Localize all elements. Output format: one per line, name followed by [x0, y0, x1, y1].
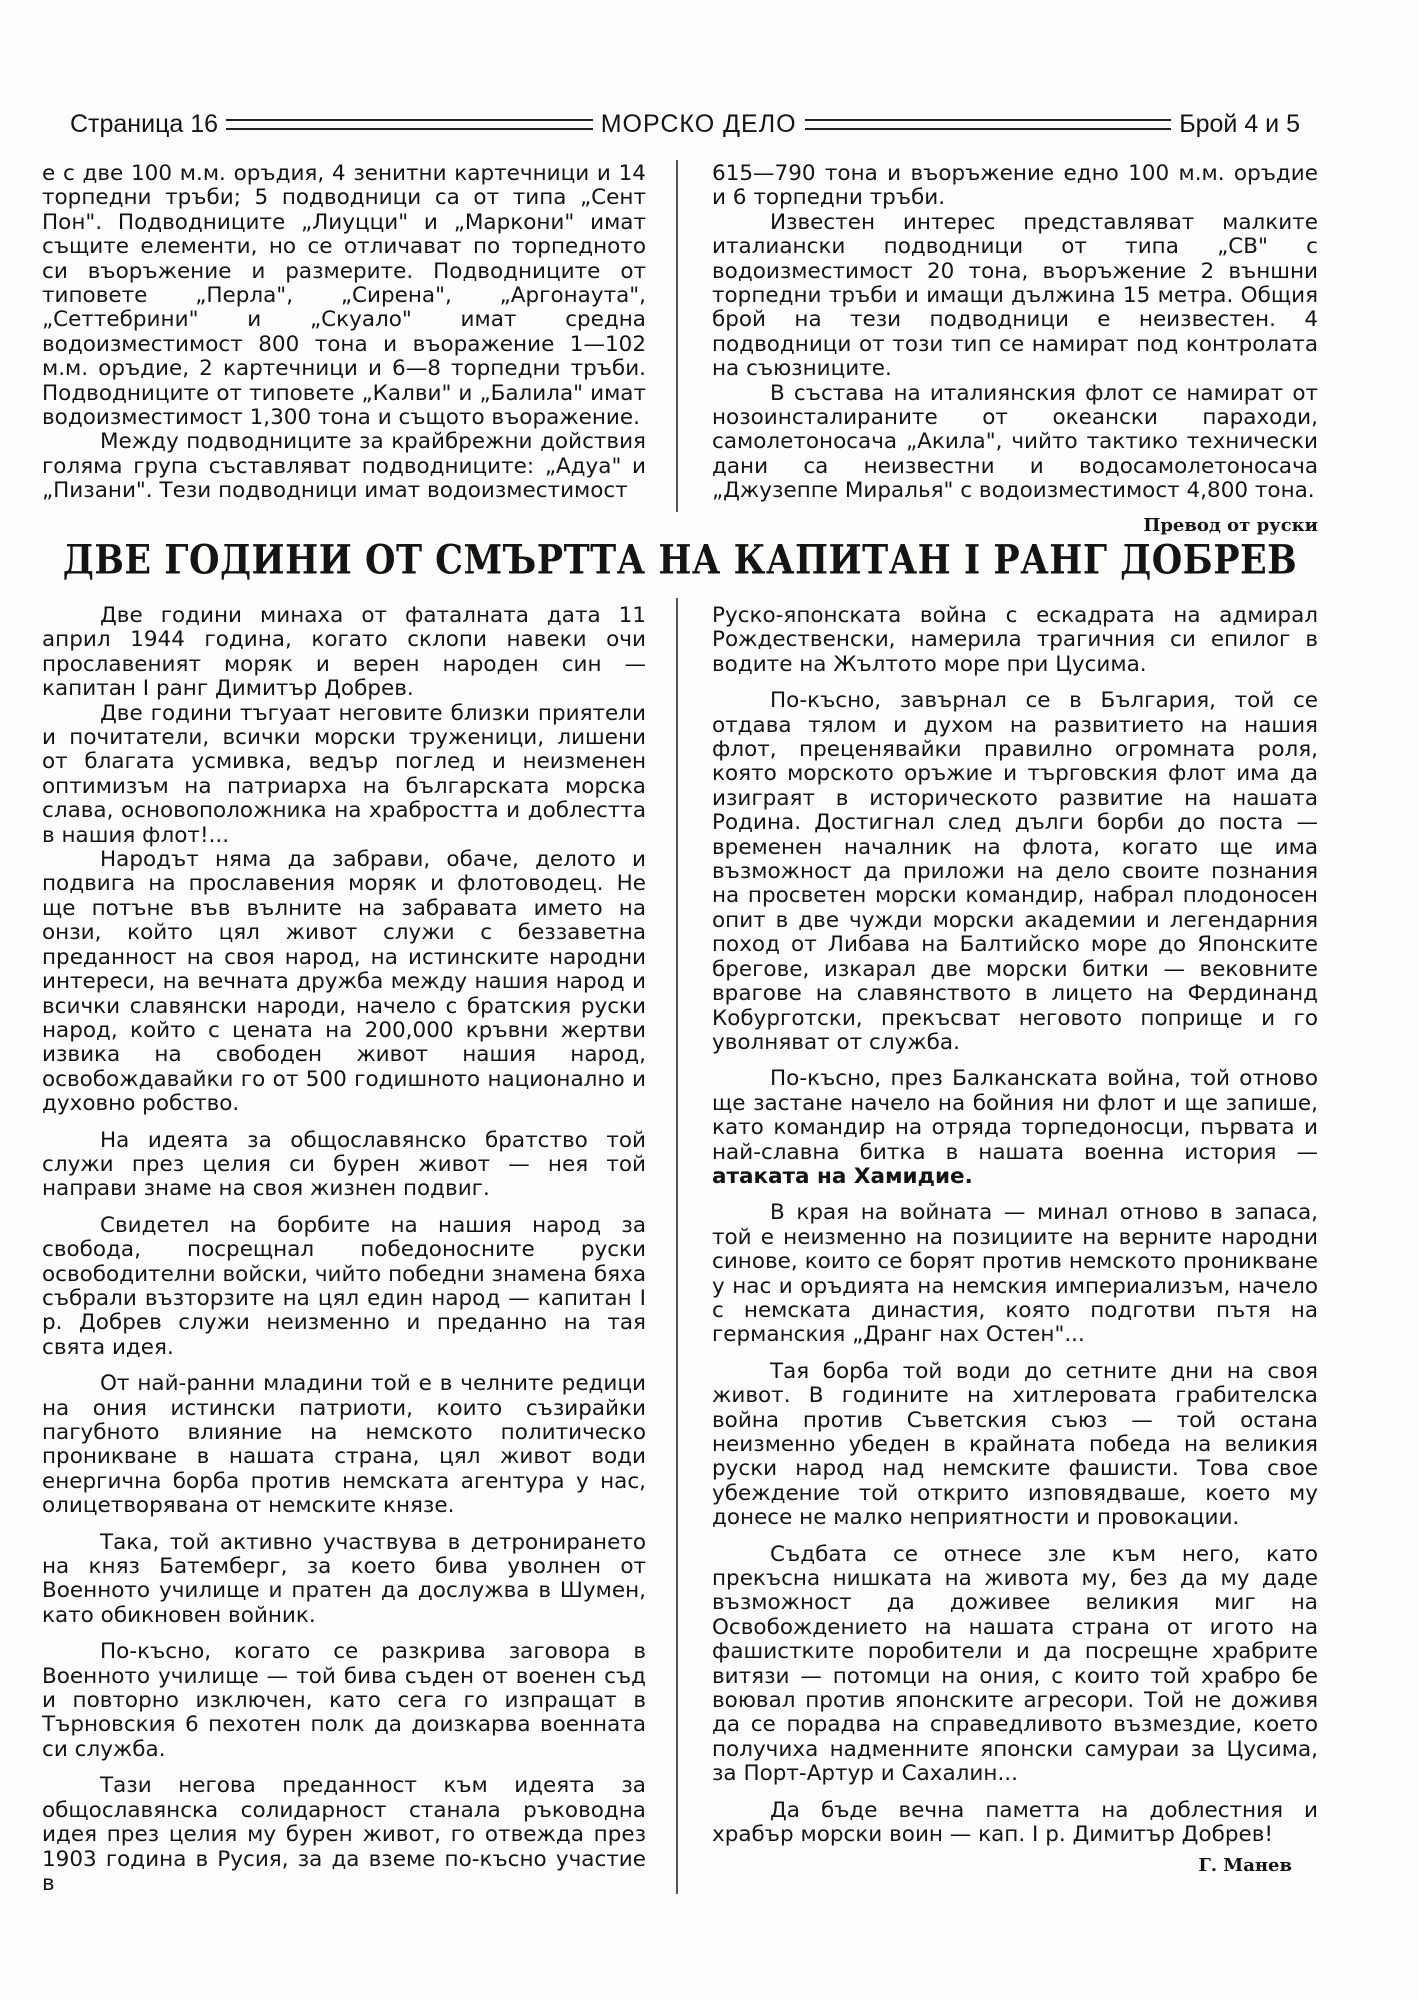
top-left-column [42, 162, 646, 504]
paragraph: По-късно, завърнал се в България, той се отдава тялом и духом на развитието на нашия флот, преценявайки правилно огромната роля, която морското оръжие и търговския флот има да изиграят в историческото развитие на нашата Родина. Достигнал след дълги борби до поста — временен началник на флота, когато ще има възможност да приложи на дело своите познания на просветен морски командир, набрал плодоносен опит в две чужди морски академии и легендарния поход от Либава на Балтийско море до Японските брегове, изкарал две морски битки — вековните врагове на славянството в лицето на Фердинанд Кобурготски, прекъсват неговото поприще и го уволняват от служба. [712, 688, 1318, 1055]
paragraph: Тая борба той води до сетните дни на своя живот. В годините на хитлеровата грабителска война против Съветския съюз — той остана неизменно убеден в крайната победа на великия руски народ над немските фашисти. Това свое убеждение той открито изповядваше, което му донесе не малко неприятности и провокации. [712, 1358, 1318, 1531]
article-author: Г. Манев [1198, 1854, 1292, 1876]
paragraph: На идеята за общославянско братство той служи през целия си бурен живот — нея той направи знаме на своя жизнен подвиг. [42, 1127, 646, 1202]
article-headline: ДВЕ ГОДИНИ ОТ СМЪРТТА НА КАПИТАН I РАНГ ДОБРЕВ [62, 536, 1298, 585]
paragraph: В състава на италиянския флот се намират от нозоинсталираните от океански параходи, самолетоносача „Акила", чийто тактико технически дани са неизвестни и водосамолетоносача „Джузеппе Миралья" с водоизместимост 4,800 тона. [712, 380, 1318, 504]
paragraph: Да бъде вечна паметта на доблестния и храбър морски воин — кап. I р. Димитър Добрев! [712, 1797, 1318, 1848]
page-header [70, 104, 1300, 144]
paragraph: Руско-японската война с ескадрата на адмирал Рождественски, намерила трагичния си епилог в водите на Жълтото море при Цусима. [712, 603, 1318, 677]
hamidie-attack-emphasis: атаката на Хамидие. [712, 1163, 973, 1189]
paragraph [712, 1067, 1318, 1189]
paragraph-text: По-късно, през Балканската война, той отново ще застане начело на бойния ни флот и ще запише, като командир на отряда торпедоносци, първата и най-славна битка в нашата военна история — [712, 1066, 1318, 1165]
paragraph: е с две 100 м.м. оръдия, 4 зенитни картечници и 14 торпедни тръби; 5 подводници са от типа „Сент Пон". Подводниците „Лиуцци" и „Маркони" имат същите елементи, но се отличават по торпедното си въоръжение и размерите. Подводниците от типовете „Перла", „Сирена", „Аргонаута", „Сеттебрини" и „Скуало" имат средна водоизместимост 800 тона и въоражение 1—102 м.м. оръдие, 2 картечници и 6—8 торпедни тръби. Подводниците от типовете „Калви" и „Балила" имат водоизместимост 1,300 тона и същото въоражение. [42, 161, 646, 431]
article-left-column [42, 604, 646, 1896]
paragraph: Съдбата се отнесе зле към него, като прекъсна нишката на живота му, без да му даде възможност да доживее великия миг на Освобождението на нашата страна от игото на фашистките поробители и да посрещне храбрите витязи — потомци на ония, с които той храбро бе воювал против японските агресори. Той не доживя да се порадва на справедливото възмездие, което получиха надменните японски самураи за Цусима, за Порт-Артур и Сахалин... [712, 1541, 1318, 1787]
article-right-column [712, 604, 1318, 1878]
paragraph: Две години тъгуаат неговите близки приятели и почитатели, всички морски труженици, лишени от благата усмивка, ведър поглед и неизменен оптимизъм на патриарха на българската морска слава, основоположника на храбростта и доблестта в нашия флот!... [42, 700, 646, 848]
column-divider [676, 160, 678, 512]
paragraph: Две години минаха от фаталната дата 11 април 1944 година, когато склопи навеки очи прославеният моряк и верен народен син — капитан I ранг Димитър Добрев. [42, 603, 646, 702]
paragraph: Между подводниците за крайбрежни дойствия голяма група съставляват подводниците: „Адуа" и „Пизани". Тези подводници имат водоизместимост [42, 429, 646, 504]
header-rule-right [805, 119, 1172, 130]
paragraph: Така, той активно участвува в детронирането на княз Батемберг, за което бива уволнен от Военното училище и пратен да дослужва в Шумен, като обикновен войник. [42, 1529, 646, 1628]
top-right-column [712, 162, 1318, 538]
paragraph: От най-ранни младини той е в челните редици на ония истински патриоти, които съзирайки пагубното влияние на немското политическо проникване в нашата страна, цял живот води енергична борба против немската агентура у нас, олицетворявана от немските князе. [42, 1371, 646, 1519]
paragraph: Тази негова преданност към идеята за общославянска солидарност станала ръководна идея през целия му бурен живот, го отвежда през 1903 година в Русия, за да вземе по-късно участие в [42, 1773, 646, 1896]
paragraph: Известен интерес представляват малките италиански подводници от типа „СВ" с водоизместимост 20 тона, въоръжение 2 външни торпедни тръби и имащи дължина 15 метра. Общия брой на тези подводници е неизвестен. 4 подводници от този тип се намират под контролата на съюзниците. [712, 209, 1318, 382]
page-number: Страница 16 [70, 109, 219, 138]
paragraph: Свидетел на борбите на нашия народ за свобода, посрещнал победоносните руски освободителни войски, чийто победни знамена бяха събрали възторзите на цял един народ — капитан I р. Добрев служи неизменно и преданно на тая свята идея. [42, 1212, 646, 1360]
issue-number: Брой 4 и 5 [1179, 109, 1300, 138]
column-divider [676, 598, 678, 1894]
paragraph: В края на войната — минал отново в запаса, той е неизменно на позициите на верните народни синове, които се борят против немското проникване у нас и оръдията на немския империализъм, начело с немската династия, която подготви пътя на германския „Дранг нах Остен"... [712, 1200, 1318, 1348]
translation-credit: Превод от руски [1143, 514, 1318, 536]
paragraph: По-късно, когато се разкрива заговора в Военното училище — той бива съден от военен съд и повторно изключен, като сега го изпращат в Търновския 6 пехотен полк да доизкарва военната си служба. [42, 1639, 646, 1762]
newspaper-title: МОРСКО ДЕЛО [600, 109, 797, 138]
header-rule-left [226, 119, 593, 130]
paragraph: Народът няма да забрави, обаче, делото и подвига на прославения моряк и флотоводец. Не ще потъне във вълните на забравата името на онзи, който цял живот служи с беззаветна преданност на своя народ, на истинските народни интереси, на вечната дружба между нашия народ и всички славянски народи, начело с братския руски народ, който с цената на 200,000 кръвни жертви извика на свободен живот нашия народ, освобождавайки го от 500 годишното национално и духовно робство. [42, 847, 646, 1117]
paragraph: 615—790 тона и въоръжение едно 100 м.м. оръдие и 6 торпедни тръби. [712, 161, 1318, 211]
